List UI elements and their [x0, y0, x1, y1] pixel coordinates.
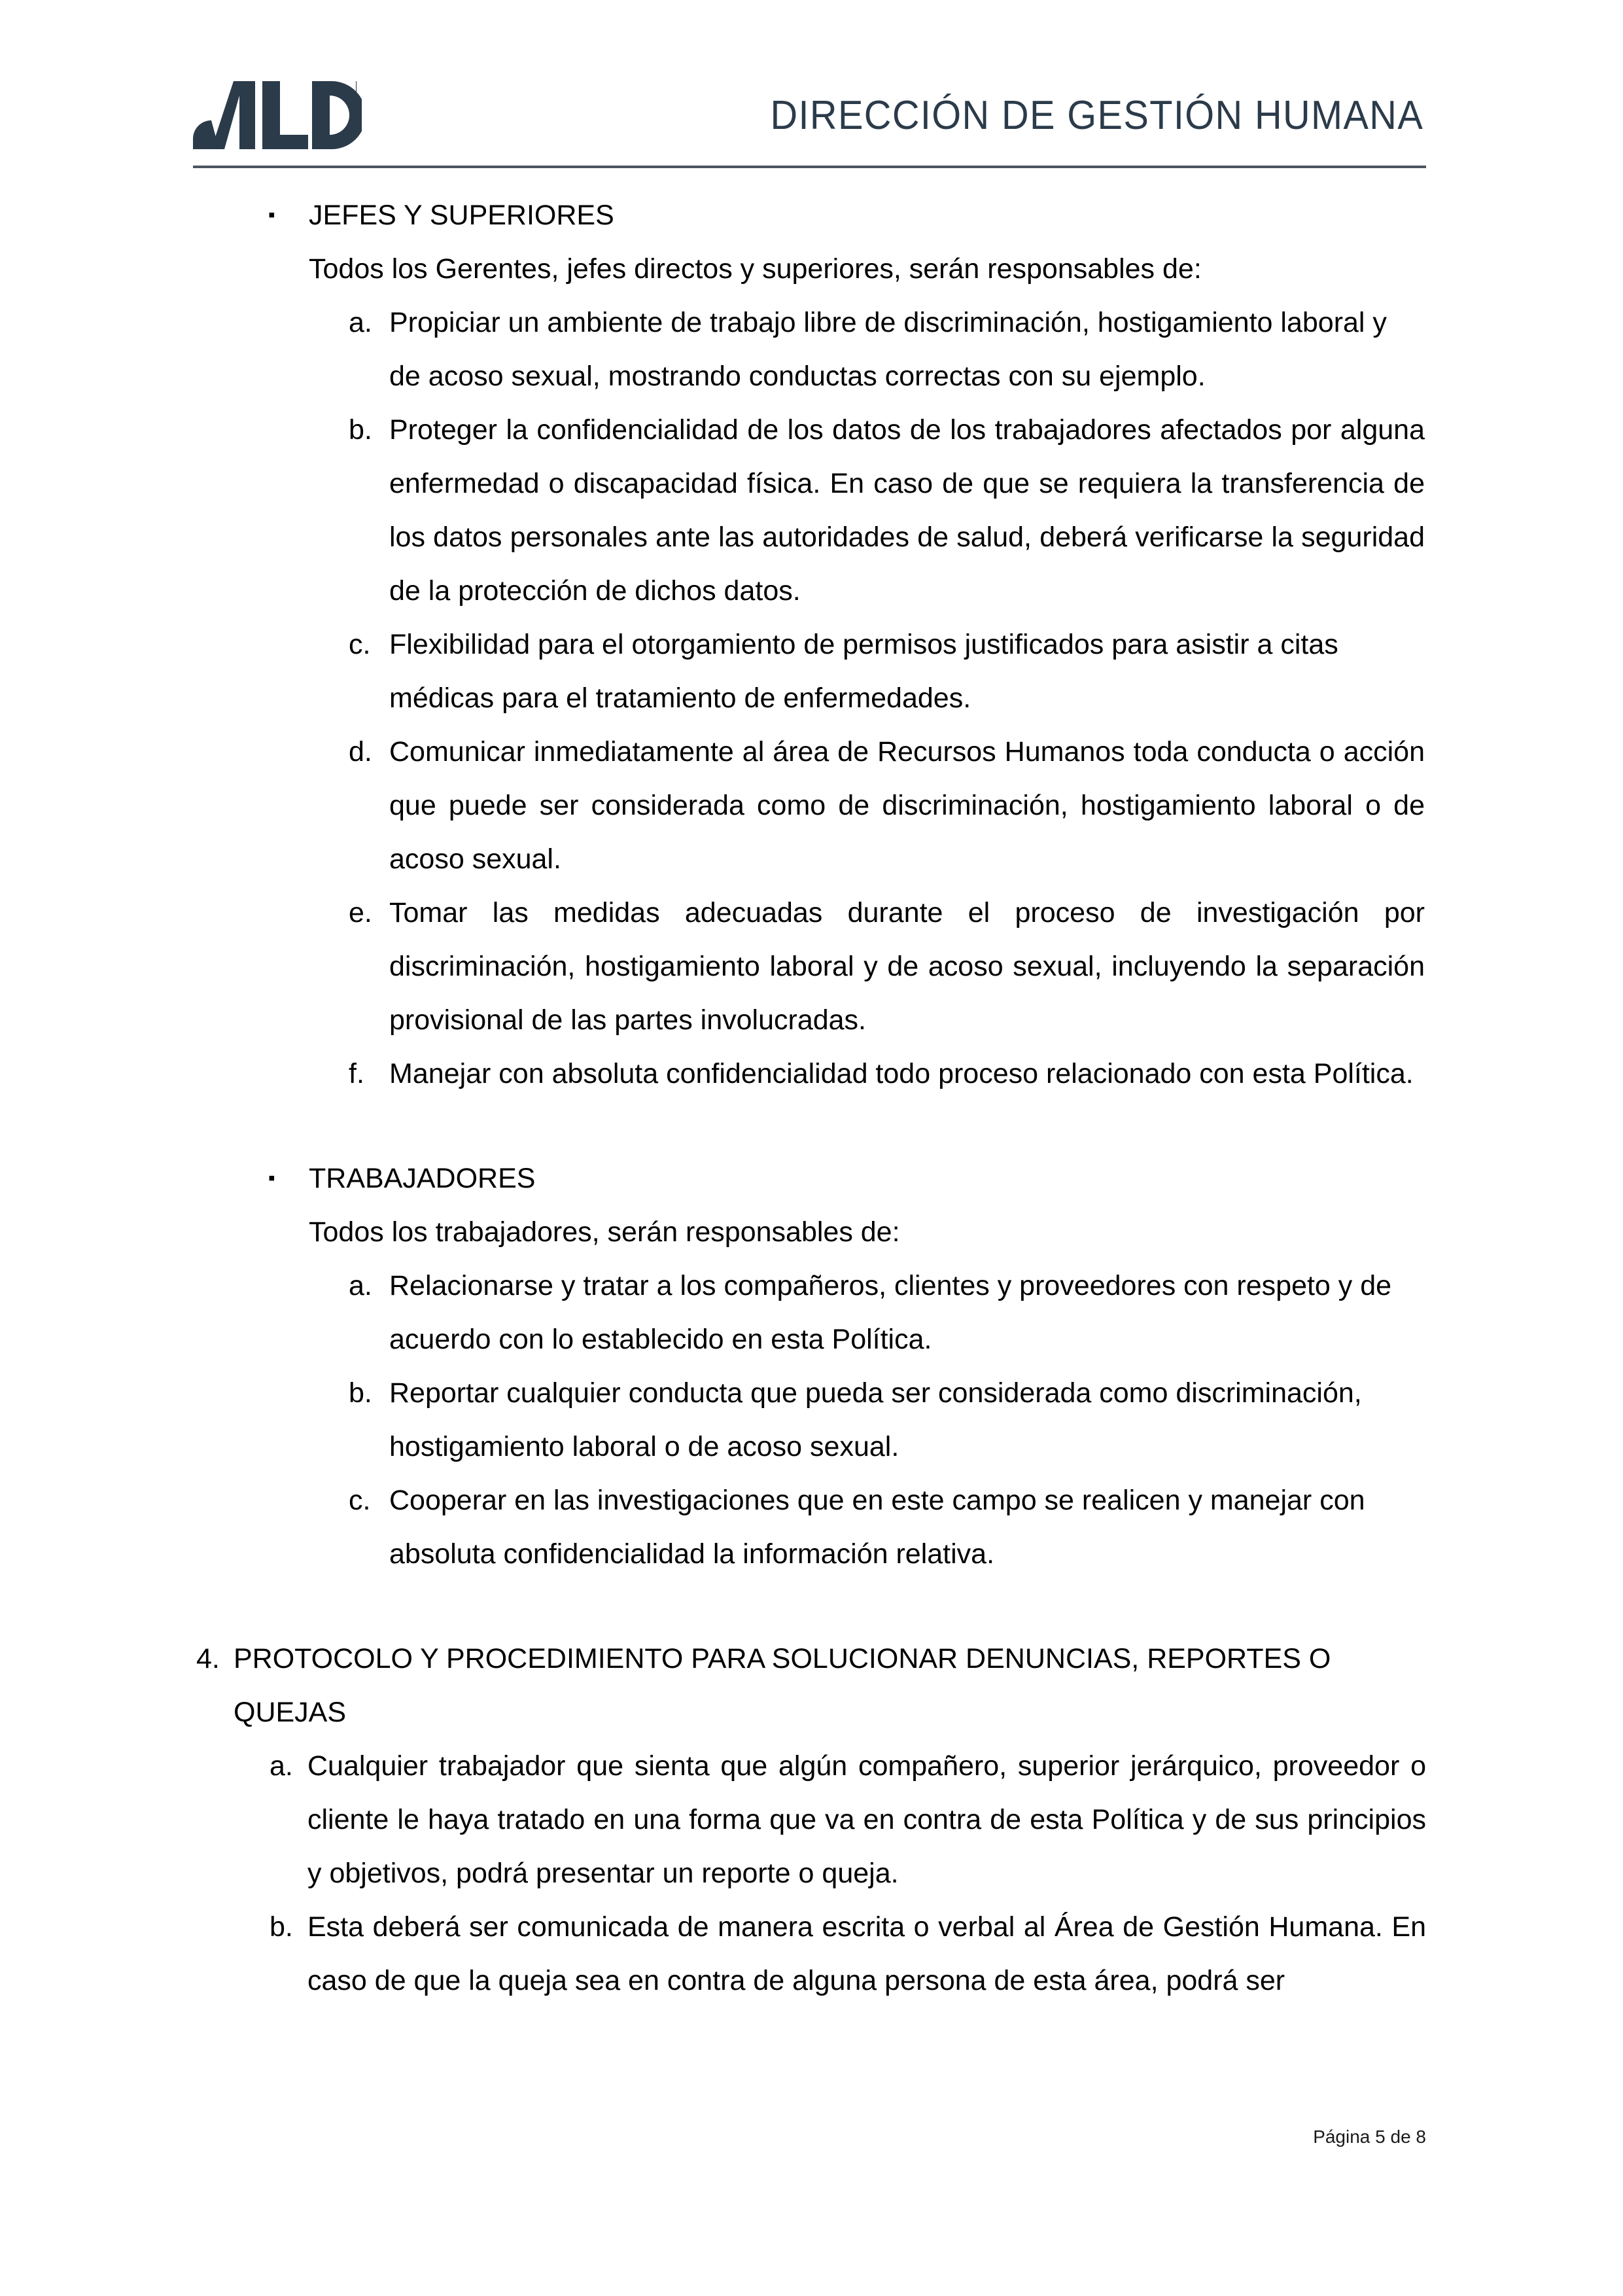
alden-logo	[193, 81, 362, 149]
section-heading-label: PROTOCOLO Y PROCEDIMIENTO PARA SOLUCIONAR DENUNCIAS, REPORTES O QUEJAS	[234, 1643, 1331, 1728]
list-item-text: Flexibilidad para el otorgamiento de permisos justificados para asistir a citas médicas para el tratamiento de enfermedades.	[389, 629, 1338, 714]
list-item	[270, 1900, 1426, 2007]
section-spacer	[0, 1581, 1623, 1632]
list-item	[349, 618, 1425, 725]
page-footer	[0, 2127, 1426, 2147]
list-item	[349, 1366, 1425, 1474]
bullet-icon: ▪	[268, 1167, 275, 1189]
section-intro-trabajadores: Todos los trabajadores, serán responsables de:	[309, 1216, 900, 1248]
list-item	[349, 296, 1425, 403]
list-item-text: Proteger la confidencialidad de los datos de los trabajadores afectados por alguna enfermedad o discapacidad física. En caso de que se requiera la transferencia de los datos personales ante las autoridades de salud, deberá verificarse la seguridad de la protección de dichos datos.	[389, 414, 1425, 607]
list-item	[349, 1259, 1425, 1366]
section-heading-trabajadores	[268, 1152, 1623, 1205]
section-heading-label: TRABAJADORES	[309, 1163, 536, 1194]
list-item-text: Tomar las medidas adecuadas durante el proceso de investigación por discriminación, hostigamiento laboral y de acoso sexual, incluyendo la separación provisional de las partes involucradas.	[389, 897, 1425, 1036]
section-number: 4.	[196, 1643, 220, 1674]
list-marker: a.	[270, 1750, 293, 1782]
list-marker: c.	[349, 629, 371, 660]
section-spacer	[0, 1101, 1623, 1152]
list-item	[349, 1474, 1425, 1581]
section-heading-label: JEFES Y SUPERIORES	[309, 200, 614, 231]
list-marker: c.	[349, 1485, 371, 1516]
list-marker: f.	[349, 1058, 364, 1089]
list-marker: d.	[349, 736, 372, 768]
section-heading-protocolo	[196, 1632, 1426, 1739]
list-item	[349, 886, 1425, 1047]
bullet-icon: ▪	[268, 204, 275, 226]
section-intro-jefes: Todos los Gerentes, jefes directos y superiores, serán responsables de:	[309, 253, 1202, 285]
list-item	[349, 725, 1425, 886]
list-item-text: Reportar cualquier conducta que pueda ser considerada como discriminación, hostigamiento laboral o de acoso sexual.	[389, 1377, 1362, 1462]
page-title: DIRECCIÓN DE GESTIÓN HUMANA	[770, 92, 1424, 138]
list-marker: a.	[349, 307, 372, 338]
list-item-text: Relacionarse y tratar a los compañeros, clientes y proveedores con respeto y de acuerdo con lo establecido en esta Política.	[389, 1270, 1392, 1355]
list-marker: b.	[349, 1377, 372, 1409]
list-item	[349, 403, 1425, 618]
list-item-text: Cualquier trabajador que sienta que algún compañero, superior jerárquico, proveedor o cliente le haya tratado en una forma que va en contra de esta Política y de sus principios y objetivos, podrá presentar un reporte o queja.	[307, 1750, 1426, 1889]
document-body	[0, 188, 1623, 2007]
header-divider	[193, 166, 1426, 168]
page-header	[193, 63, 1426, 168]
section-heading-jefes	[268, 188, 1623, 242]
list-marker: a.	[349, 1270, 372, 1301]
list-item-text: Cooperar en las investigaciones que en este campo se realicen y manejar con absoluta confidencialidad la información relativa.	[389, 1485, 1365, 1570]
page-number-label: Página 5 de 8	[1313, 2127, 1426, 2147]
list-item-text: Esta deberá ser comunicada de manera escrita o verbal al Área de Gestión Humana. En caso de que la queja sea en contra de alguna persona de esta área, podrá ser	[307, 1911, 1426, 1996]
list-item-text: Propiciar un ambiente de trabajo libre de discriminación, hostigamiento laboral y de acoso sexual, mostrando conductas correctas con su ejemplo.	[389, 307, 1387, 392]
list-item-text: Manejar con absoluta confidencialidad todo proceso relacionado con esta Política.	[389, 1058, 1414, 1089]
list-item-text: Comunicar inmediatamente al área de Recursos Humanos toda conducta o acción que puede ser considerada como de discriminación, hostigamiento laboral o de acoso sexual.	[389, 736, 1425, 875]
list-marker: e.	[349, 897, 372, 928]
list-item	[270, 1739, 1426, 1900]
list-marker: b.	[349, 414, 372, 446]
list-item	[349, 1047, 1425, 1101]
list-marker: b.	[270, 1911, 293, 1943]
